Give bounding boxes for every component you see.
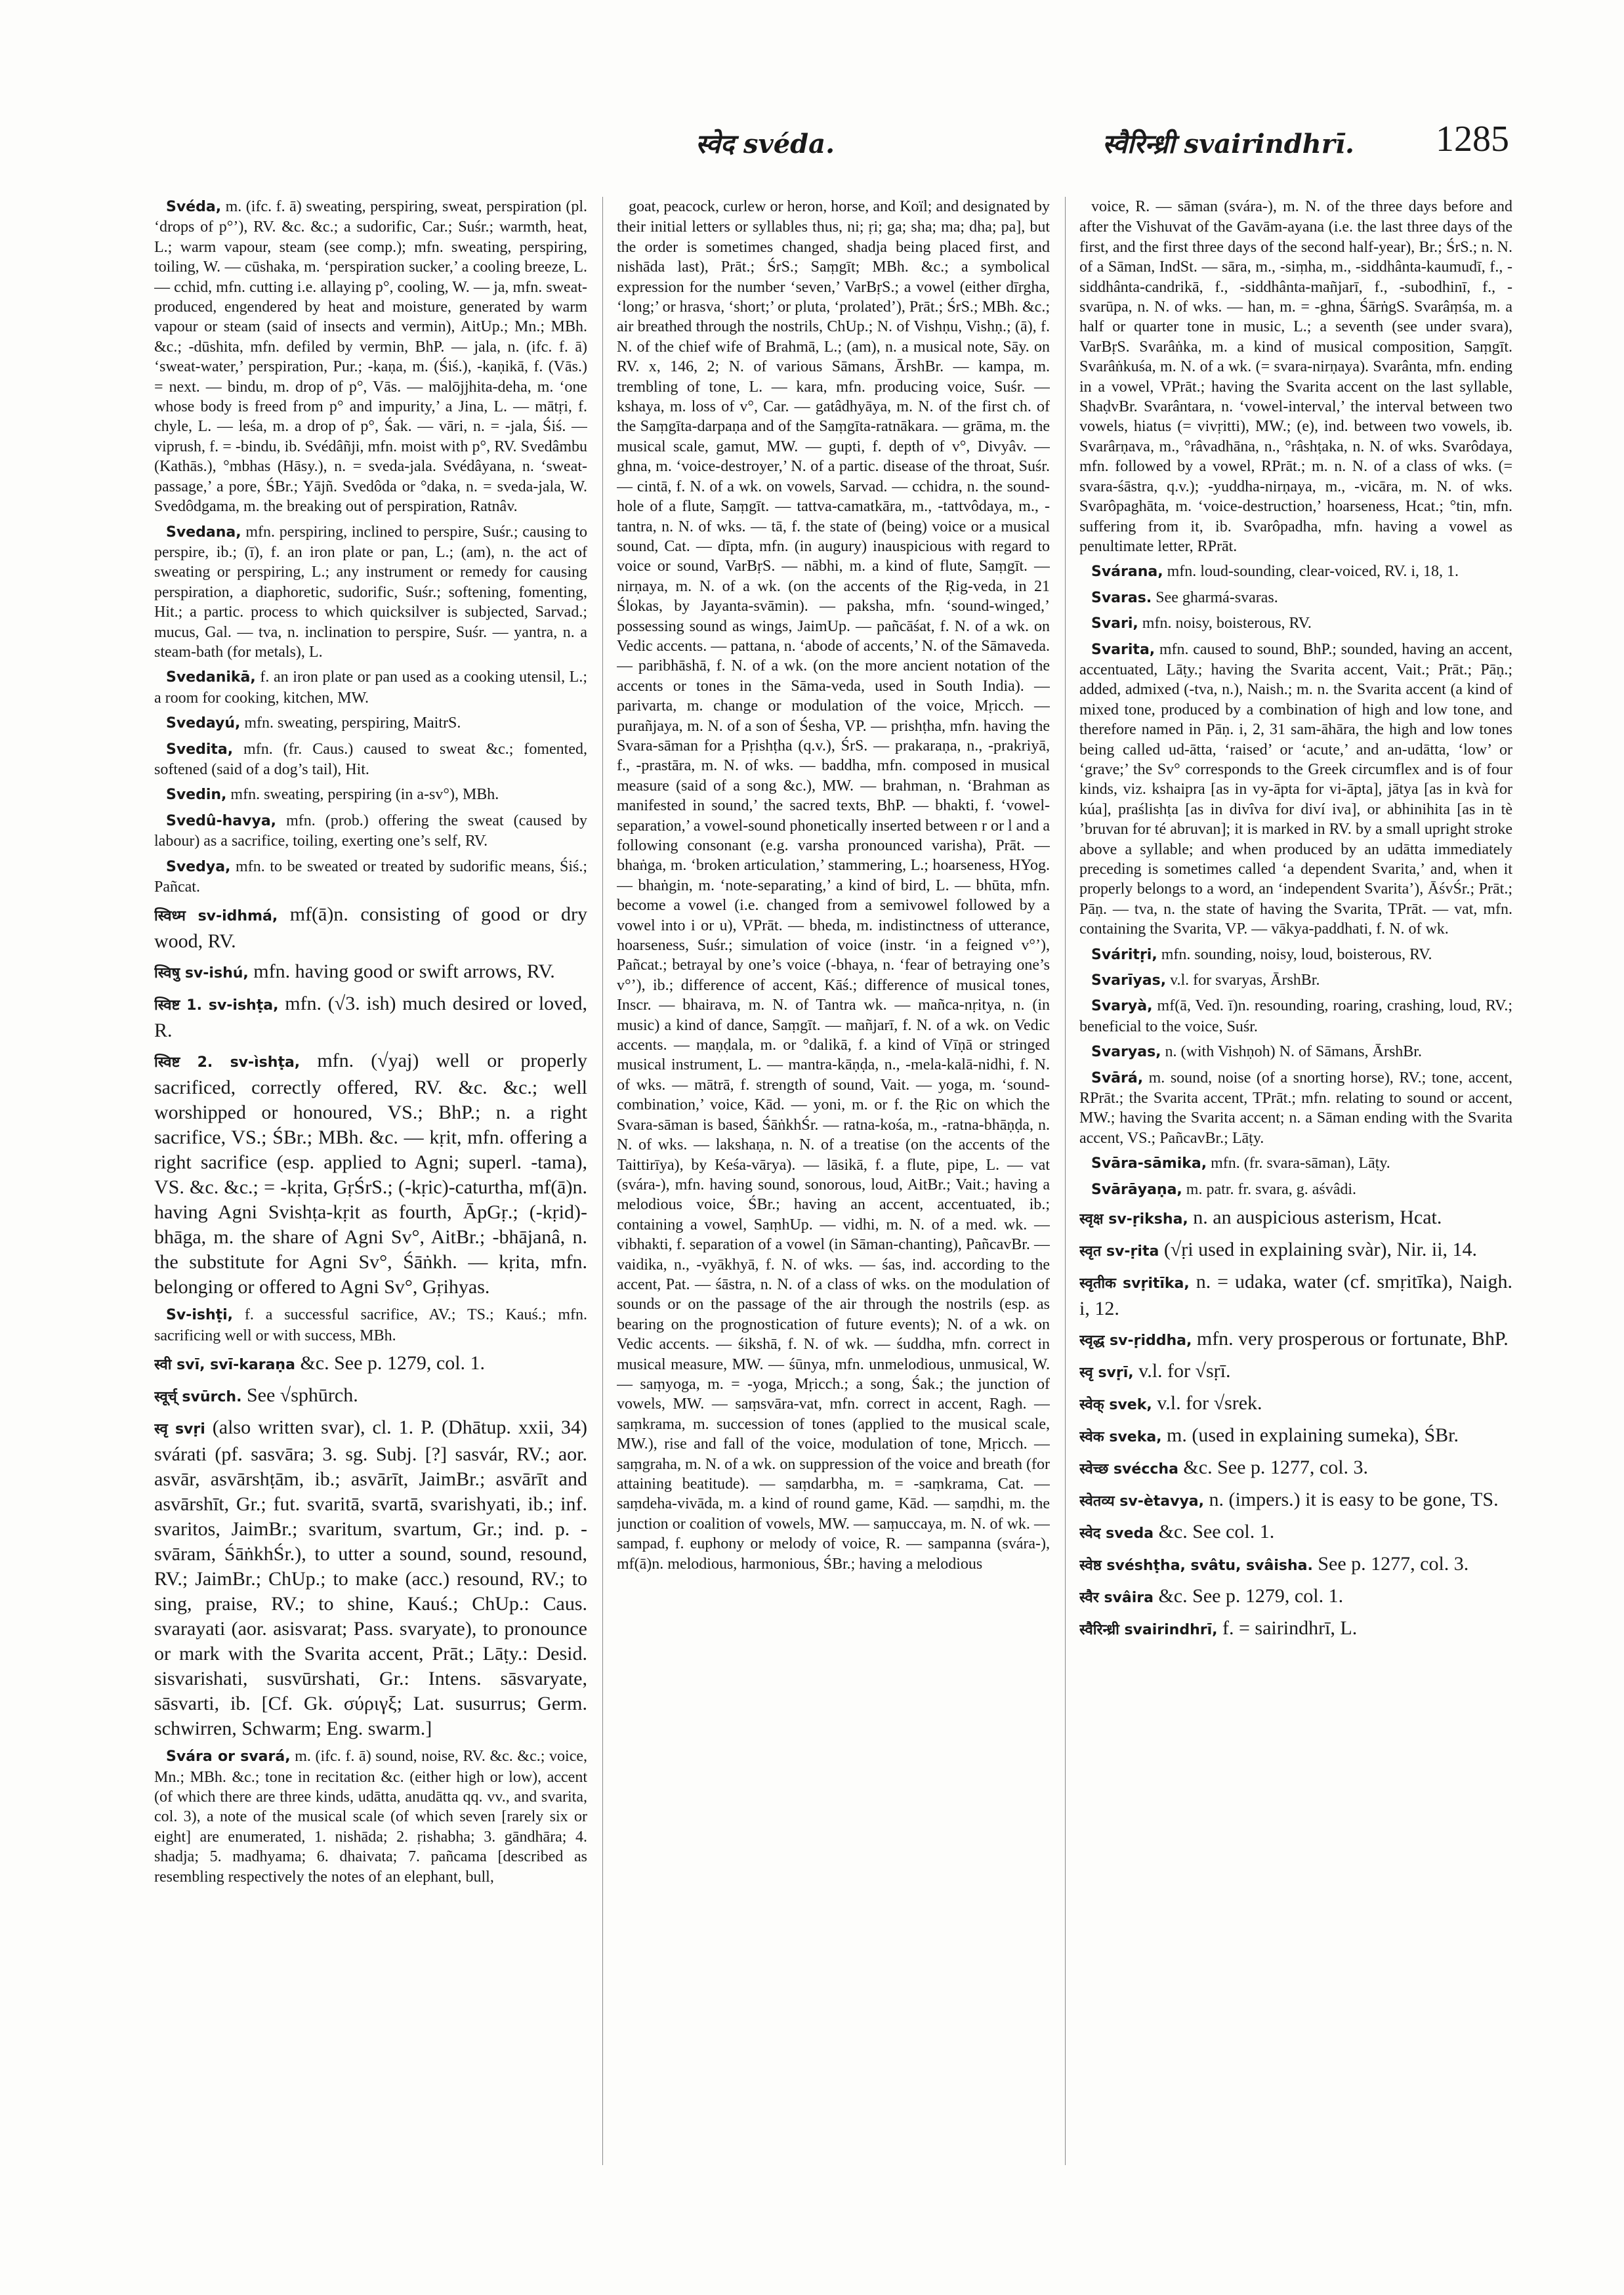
entry-headword: स्वेच्छ svéccha (1079, 1461, 1178, 1478)
entry-definition: mfn. sweating, perspiring, MaitrS. (244, 714, 461, 732)
entry-definition: mf(ā)n. consisting of good or dry wood, RV. (154, 903, 587, 953)
dictionary-entry (1079, 1455, 1512, 1482)
entry-definition: v.l. for √sṛī. (1138, 1360, 1231, 1382)
entry-headword: स्वैरिन्ध्री svairindhrī, (1079, 1622, 1218, 1639)
entry-definition: mf(ā, Ved. ī)n. resounding, roaring, crashing, loud, RV.; beneficial to the voice, Suśr. (1079, 997, 1512, 1035)
entry-headword: स्विध्म sv-idhmá, (154, 908, 278, 925)
dictionary-entry (1079, 1153, 1512, 1174)
entry-definition: m. (ifc. f. ā) sound, noise, RV. &c. &c.; voice, Mn.; MBh. &c.; tone in recitation &c. (either high or low), accent (of which there are three kinds, udātta, anudātta qq. vv., and svarita, col. 3), a note of the musical scale (of which seven [rarely six or eight] are enumerated, 1. nishāda; 2. ṛishabha; 3. gāndhāra; 4. shadja; 5. madhyama; 6. dhaivata; 7. pañcama [described as resembling respectively the notes of an elephant, bull, (154, 1748, 587, 1886)
entry-headword: स्विष्ट 2. sv-ìshṭa, (154, 1054, 301, 1071)
entry-headword: Svára or svará, (166, 1748, 291, 1766)
dictionary-entry (1079, 1205, 1512, 1232)
entry-definition: See gharmá-svaras. (1156, 589, 1278, 606)
dictionary-entry (154, 1351, 587, 1378)
entry-headword: स्विषु sv-ishú, (154, 965, 249, 982)
dictionary-entry (154, 1305, 587, 1346)
column-2 (617, 197, 1050, 2165)
dictionary-entry (154, 959, 587, 986)
entry-headword: Svaryas, (1091, 1044, 1161, 1061)
entry-headword: Svārá, (1091, 1069, 1144, 1086)
dictionary-entry (1079, 1584, 1512, 1611)
entry-definition: mfn. (fr. svara-sāman), Lāṭy. (1211, 1155, 1390, 1172)
entry-headword: Svedita, (166, 741, 234, 758)
entry-headword: Svedya, (166, 858, 231, 875)
dictionary-entry (154, 667, 587, 708)
header-left-guideword: स्वेद svéda. (696, 129, 835, 159)
entry-headword: स्वृ svṛi (154, 1421, 205, 1438)
dictionary-entry (154, 857, 587, 898)
column-3 (1079, 197, 1512, 2165)
entry-definition: m. (used in explaining sumeka), ŚBr. (1167, 1424, 1459, 1447)
entry-headword: स्वृ svṛī, (1079, 1365, 1134, 1382)
page-number: 1285 (1436, 119, 1509, 159)
entry-definition: f. a successful sacrifice, AV.; TS.; Kauś.; mfn. sacrificing well or with success, MBh. (154, 1306, 587, 1344)
entry-headword: Svéda, (166, 199, 222, 215)
dictionary-entry (1079, 197, 1512, 556)
column-divider (602, 197, 603, 2165)
entry-definition: n. (impers.) it is easy to be gone, TS. (1209, 1489, 1499, 1511)
entry-headword: स्वेद sveda (1079, 1525, 1154, 1542)
entry-definition: mfn. perspiring, inclined to perspire, Suśr.; causing to perspire, ib.; (ī), f. an iron plate or pan, L.; (am), n. the act of sweating or perspiring, L.; any instrument or remedy for causing perspiration, a diaphoretic, sudorific, Suśr.; softening, fomenting, Hit.; a partic. process to which quicksilver is subjected, Sarvad.; mucus, Gal. — tva, n. inclination to perspire, Suśr. — yantra, n. a steam-bath (for metals), L. (154, 523, 587, 661)
dictionary-entry (154, 739, 587, 780)
dictionary-entry (154, 785, 587, 805)
entry-definition: m. patr. fr. svara, g. aśvâdi. (1186, 1180, 1357, 1198)
entry-headword: स्वी svī, svī-karaṇa (154, 1357, 295, 1374)
entry-definition: See √sphūrch. (246, 1384, 358, 1407)
entry-headword: स्वृक्ष sv-ṛiksha, (1079, 1211, 1188, 1228)
page-header (157, 112, 1509, 171)
entry-headword: Sv-ishṭi, (166, 1307, 234, 1324)
entry-headword: Svāra-sāmika, (1091, 1155, 1207, 1172)
entry-headword: स्वृद्ध sv-ṛiddha, (1079, 1333, 1192, 1350)
dictionary-entry (154, 522, 587, 663)
text-columns (154, 197, 1512, 2165)
entry-definition: mfn. sounding, noisy, loud, boisterous, RV. (1161, 945, 1432, 963)
entry-headword: स्वेतव्य sv-ètavya, (1079, 1493, 1205, 1510)
entry-definition: goat, peacock, curlew or heron, horse, and Koïl; and designated by their initial letters or syllables thus, ni; ṛi; ga; sha; ma; dha; pa], but the order is sometimes changed, shadja being placed first, and nishāda last), Prāt.; ŚrS.; Saṃgīt; MBh. &c.; a symbolical expression for the number ‘seven,’ VarBṛS.; a vowel (either dīrgha, ‘long;’ or hrasva, ‘short;’ or pluta, ‘prolated’), Prāt.; ŚrS.; MBh. &c.; air breathed through the nostrils, ChUp.; N. of Vishṇu, Vishṇ.; (ā), f. N. of the chief wife of Brahmā, L.; (am), n. a musical note, Sāy. on RV. x, 146, 2; N. of various Sāmans, ĀrshBr. — kampa, m. trembling of tone, L. — kara, mfn. producing voice, Suśr. — kshaya, m. loss of v°, Car. — gatâdhyāya, m. N. of the first ch. of the Saṃgīta-darpaṇa and of the Saṃgīta-ratnākara. — grāma, m. the musical scale, gamut, MW. — gupti, f. depth of v°, Divyâv. — ghna, m. ‘voice-destroyer,’ N. of a partic. disease of the throat, Suśr. — cintā, f. N. of a wk. on vowels, Sarvad. — cchidra, n. the sound-hole of a flute, Saṃgīt. — tattva-camatkāra, m., -tattvôdaya, m., -tantra, n. N. of wks. — tā, f. the state of (being) voice or a musical sound, Cat. — dīpta, mfn. (in augury) inauspicious with regard to voice or sound, VarBṛS. — nābhi, m. a kind of flute, Saṃgīt. — nirṇaya, m. N. of a wk. (on the accents of the Ṛig-veda, in 21 Ślokas, by Jayanta-svāmin). — paksha, mfn. ‘sound-winged,’ possessing sound as wings, JaimUp. — pañcāśat, f. N. of a wk. on Vedic accents. — pattana, n. ‘abode of accents,’ N. of the Sāmaveda. — paribhāshā, f. N. of a wk. (on the more ancient notation of the accents or tones in the Sāma-veda, used in South India). — parivarta, m. change or modulation of the voice, Mṛicch. — purañjaya, m. N. of a son of Śesha, VP. — prishṭha, mfn. having the Svara-sāman for a Pṛishṭha (q.v.), ŚrS. — prakaraṇa, n., -prakriyā, f., -prastāra, m. N. of wks. — baddha, mfn. composed in musical measure (said of a song &c.), MW. — brahman, n. ‘Brahman as manifested in sound,’ the sacred texts, BhP. — bhakti, f. ‘vowel-separation,’ a vowel-sound phonetically inserted between r or l and a following consonant (e.g. varsha pronounced varisha), Prāt. — bhaṅga, m. ‘broken articulation,’ stammering, L.; hoarseness, HYog. — bhaṅgin, m. ‘note-separating,’ a kind of bird, L. — bhūta, mfn. become a vowel (i.e. changed from a semivowel followed by a vowel into i or u), VPrāt. — bheda, m. indistinctness of utterance, hoarseness, Suśr.; simulation of voice (instr. ‘in a feigned v°’), Pañcat.; betrayal by one’s voice (-bhaya, n. ‘fear of betraying one’s v°’), ib.; difference of accent, Kāś.; difference of musical tones, Inscr. — bhairava, m. N. of Tantra wk. — mañca-nṛitya, n. (in music) a kind of dance, Saṃgīt. — mañjarī, f. N. of a wk. on Vedic accents. — maṇḍala, m. or °dalikā, f. a kind of Vīṇā or stringed musical instrument, L. — mantra-kāṇḍa, n., -mela-kalā-nidhi, f. N. of wks. — mātrā, f. strength of sound, Vait. — yoga, m. ‘sound-combination,’ voice, Kād. — yoni, m. or f. the Ṛic on which the Svara-sāman is based, ŚāṅkhŚr. — ratna-kośa, m., -ratna-bhāṇḍa, n. N. of wks. — lakshaṇa, n. N. of a treatise (on the accents of the Taittirīya), by Keśa-vārya). — lāsikā, f. a flute, pipe, L. — vat (svára-), mfn. having sound, sonorous, loud, AitBr.; Vait.; having a melodious voice, ŚBr.; having an accent, accentuated, ib.; containing a vowel, SaṃhUp. — vidhi, m. N. of a med. wk. — vibhakti, f. separation of a vowel (in Sāman-chanting), PañcavBr. — vaidika, n., -vyākhyā, f. N. of wks. — śas, ind. according to the accent, Pat. — śāstra, n. N. of a class of wks. on the modulation of sounds or on the passage of the air through the nostrils (esp. as bearing on the prognostication of future events); N. of a wk. on Vedic accents. — śikshā, f. N. of wk. — śuddha, mfn. correct in musical measure, MW. — śūnya, mfn. unmelodious, unmusical, W. — saṃyoga, m. = -yoga, Mṛicch.; a song, Śak.; the junction of vowels, MW. — saṃsvāra-vat, mfn. correct in accent, Ragh. — saṃkrama, m. succession of tones (applied to the musical scale, MW.), rise and fall of the voice, modulation of tone, Mṛicch. — saṃgraha, m. N. of a wk. on suppression of the voice and breath (for attaining beatitude). — saṃdarbha, m. = -saṃkrama, Cat. — saṃdeha-vivāda, m. a kind of round game, Kād. — saṃdhi, m. the junction or coalition of vowels, MW. — saṃuccaya, m. N. of wk. — sampad, f. euphony or melody of voice, R. — sampanna (svára-), mf(ā)n. melodious, harmonious, ŚBr.; having a melodious (617, 198, 1050, 1573)
dictionary-entry (154, 1383, 587, 1410)
dictionary-entry (1079, 588, 1512, 608)
entry-definition: mfn. very prosperous or fortunate, BhP. (1196, 1328, 1509, 1350)
column-1 (154, 197, 587, 2165)
entry-definition: &c. See p. 1277, col. 3. (1183, 1457, 1369, 1479)
dictionary-entry (154, 1747, 587, 1887)
dictionary-entry (154, 811, 587, 852)
dictionary-entry (1079, 1327, 1512, 1354)
dictionary-entry (1079, 1042, 1512, 1062)
dictionary-entry (1079, 613, 1512, 634)
entry-definition: v.l. for √srek. (1157, 1392, 1262, 1415)
entry-definition: mfn. (prob.) offering the sweat (caused by labour) as a sacrifice, toiling, exerting one’s self, RV. (154, 812, 587, 850)
entry-headword: Svedayú, (166, 715, 241, 732)
dictionary-entry (1079, 1180, 1512, 1200)
entry-headword: Svedanikā, (166, 669, 256, 686)
entry-headword: स्वेक् svek, (1079, 1397, 1152, 1414)
entry-definition: mfn. noisy, boisterous, RV. (1142, 615, 1312, 632)
column-divider (1065, 197, 1066, 2165)
dictionary-entry (154, 1415, 587, 1741)
entry-definition: (also written svar), cl. 1. P. (Dhātup. xxii, 34) svárati (pf. sasvāra; 3. sg. Subj. [?] sasvár, RV.; aor. asvār, asvārshṭām, ib.; asvārīt, JaimBr.; asvārīt and asvārshīt, Gr.; fut. svaritā, svartā, svarishyati, ib.; inf. svaritos, JaimBr.; svaritum, svartum, Gr.; ind. p. -svāram, ŚāṅkhŚr.), to utter a sound, sound, resound, RV.; JaimBr.; ChUp.; to make (acc.) resound, RV.; to sing, praise, RV.; to shine, Kauś.; ChUp.: Caus. svarayati (aor. asisvarat; Pass. svaryate), to pronounce or mark with the Svarita accent, Prāt.; Lāṭy.: Desid. sisvarishati, susvūrshati, Gr.: Intens. sāsvaryate, sāsvarti, ib. [Cf. Gk. σύριγξ; Lat. susurrus; Germ. schwirren, Schwarm; Eng. swarm.] (154, 1416, 587, 1740)
entry-headword: Svaryà, (1091, 998, 1153, 1015)
entry-definition: mfn. sweating, perspiring (in a-sv°), MBh. (230, 786, 499, 804)
entry-definition: &c. See col. 1. (1158, 1521, 1275, 1543)
entry-definition: f. an iron plate or pan used as a cooking utensil, L.; a room for cooking, kitchen, MW. (154, 669, 587, 707)
entry-headword: स्वूर्च् svūrch. (154, 1389, 242, 1406)
entry-definition: mfn. (fr. Caus.) caused to sweat &c.; fomented, softened (said of a dog’s tail), Hit. (154, 740, 587, 778)
entry-headword: स्वृत sv-ṛita (1079, 1243, 1159, 1260)
entry-definition: f. = sairindhrī, L. (1222, 1617, 1358, 1640)
entry-headword: Sváritṛi, (1091, 946, 1157, 963)
dictionary-entry (154, 1048, 587, 1300)
dictionary-entry (1079, 1423, 1512, 1450)
dictionary-entry (154, 991, 587, 1043)
entry-headword: स्वेष्ठ svéshṭha, svâtu, svâisha. (1079, 1558, 1313, 1575)
entry-definition: n. = udaka, water (cf. smṛitīka), Naigh. i, 12. (1079, 1271, 1512, 1320)
dictionary-entry (1079, 1487, 1512, 1514)
dictionary-entry (617, 197, 1050, 1574)
entry-definition: &c. See p. 1279, col. 1. (1158, 1585, 1344, 1607)
entry-definition: &c. See p. 1279, col. 1. (300, 1352, 486, 1375)
entry-definition: n. an auspicious asterism, Hcat. (1193, 1207, 1442, 1229)
entry-definition: m. sound, noise (of a snorting horse), RV.; tone, accent, RPrāt.; the Svarita accent, TPrāt.; mfn. relating to sound or accent, MW.; having the Svarita accent; n. a Sāman ending with the Svarita accent, VS.; PañcavBr.; Lāṭy. (1079, 1069, 1512, 1147)
entry-definition: v.l. for svaryas, ĀrshBr. (1170, 972, 1320, 989)
entry-headword: स्वृतीक svṛitīka, (1079, 1275, 1190, 1292)
dictionary-entry (1079, 970, 1512, 991)
entry-definition: m. (ifc. f. ā) sweating, perspiring, sweat, perspiration (pl. ‘drops of p°’), RV. &c. &c.; a sudorific, Car.; Suśr.; warmth, heat, L.; warm vapour, steam (see comp.); mfn. sweating, perspiring, toiling, W. — cūshaka, m. ‘perspiration sucker,’ a cooling breeze, L. — cchid, mfn. cutting i.e. allaying p°, cooling, W. — ja, mfn. sweat-produced, engendered by heat and moisture, generated by warm vapour or steam (said of insects and vermin), AitUp.; Mn.; MBh. &c.; -dūshita, mfn. defiled by vermin, BhP. — jala, n. (ifc. f. ā) ‘sweat-water,’ perspiration, Pur.; -kaṇa, m. (Śiś.), -kaṇikā, f. (Vās.) = next. — bindu, m. drop of p°, Vās. — malōjjhita-deha, m. ‘one whose body is freed from p° and impurity,’ a Jina, L. — mātṛi, f. chyle, L. — leśa, m. a drop of p°, Śak. — vāri, n. = -jala, Śiś. — viprush, f. = -bindu, ib. Svédâñji, mfn. moist with p°, RV. Svedâmbu (Kathās.), °mbhas (Hāsy.), n. = sveda-jala. Svédâyana, n. ‘sweat-passage,’ a pore, ŚBr.; Yājñ. Svedôda or °daka, n. = sveda-jala, W. Svedôdgama, m. the breaking out of perspiration, Ratnâv. (154, 198, 587, 516)
dictionary-entry (1079, 1237, 1512, 1264)
entry-definition: See p. 1277, col. 3. (1318, 1553, 1469, 1575)
entry-headword: स्विष्ट 1. sv-ishṭa, (154, 997, 279, 1014)
entry-definition: mfn. loud-sounding, clear-voiced, RV. i, 18, 1. (1167, 563, 1459, 581)
entry-definition: mfn. having good or swift arrows, RV. (253, 961, 555, 983)
entry-headword: Svedin, (166, 787, 227, 804)
dictionary-entry (154, 197, 587, 517)
entry-headword: Svarīyas, (1091, 972, 1167, 989)
entry-headword: Svaras. (1091, 589, 1152, 606)
entry-headword: Svari, (1091, 615, 1138, 632)
dictionary-entry (1079, 1359, 1512, 1386)
dictionary-entry (154, 713, 587, 734)
entry-definition: mfn. (√3. ish) much desired or loved, R. (154, 993, 587, 1042)
dictionary-entry (1079, 562, 1512, 582)
entry-headword: स्वैर svâira (1079, 1590, 1154, 1607)
dictionary-entry (1079, 1391, 1512, 1418)
dictionary-entry (1079, 996, 1512, 1037)
entry-definition: mfn. (√yaj) well or properly sacrificed, correctly offered, RV. &c. &c.; well worshipped or honoured, VS.; BhP.; n. a right sacrifice, VS.; ŚBr.; MBh. &c. — kṛit, mfn. offering a right sacrifice (esp. applied to Agni; superl. -tama), VS. &c. &c.; = -kṛita, GṛŚrS.; (-kṛic)-caturtha, mf(ā)n. having Agni Svishṭa-kṛit as fourth, ĀpGṛ.; (-kṛid)-bhāga, m. the share of Agni Sv°, AitBr.; -bhājanâ, n. the substitute for Agni Sv°, Śāṅkh. — kṛita, mfn. belonging or offered to Agni Sv°, Gṛihyas. (154, 1050, 587, 1298)
dictionary-entry (154, 902, 587, 954)
entry-headword: Svedû-havya, (166, 812, 277, 829)
entry-headword: Svarita, (1091, 641, 1156, 658)
entry-definition: voice, R. — sāman (svára-), m. N. of the three days before and after the Vishuvat of the Gavām-ayana (i.e. the last three days of the first, and the first three days of the second half-year), Br.; ŚrS.; n. N. of a Sāman, IndSt. — sāra, m., -siṃha, m., -siddhânta-kaumudī, f., -siddhânta-candrikā, f., -siddhânta-mañjarī, f., -subodhinī, f., -svarūpa, n. N. of wks. — han, m. = -ghna, ŚārṅgS. Svarâṃśa, m. a half or quarter tone in music, L.; a seventh (see under svara), VarBṛS. Svarâṅka, m. a kind of musical composition, Saṃgīt. Svarâṅkuśa, m. N. of a wk. (= svara-nirṇaya). Svarânta, mfn. ending in a vowel, VPrāt.; having the Svarita accent on the last syllable, ShaḍvBr. Svarântara, n. ‘vowel-interval,’ the interval between two vowels, hiatus (= vivṛitti), MW.; (e), ind. between two vowels, ib. Svarârṇava, m., °râvadhāna, n., °râshṭaka, n. N. of wks. Svarôdaya, mfn. followed by a vowel, RPrāt.; m. n. N. of a class of wks. (= svara-śāstra, q.v.); -yuddha-nirṇaya, m., -vicāra, m. N. of wks. Svarôpaghāta, m. ‘voice-destruction,’ hoarseness, Hcat.; °tin, mfn. suffering from it, ib. Svarôpadha, mfn. having a vowel as penultimate letter, RPrāt. (1079, 198, 1512, 555)
dictionary-entry (1079, 1552, 1512, 1579)
dictionary-entry (1079, 1520, 1512, 1546)
dictionary-entry (1079, 1616, 1512, 1643)
dictionary-entry (1079, 640, 1512, 940)
entry-headword: स्वेक sveka, (1079, 1429, 1162, 1446)
dictionary-entry (1079, 1068, 1512, 1149)
entry-headword: Svárana, (1091, 564, 1163, 581)
entry-headword: Svedana, (166, 524, 241, 541)
entry-definition: (√ṛi used in explaining svàr), Nir. ii, 14. (1163, 1239, 1478, 1261)
entry-definition: n. (with Vishṇoh) N. of Sāmans, ĀrshBr. (1165, 1043, 1422, 1061)
entry-headword: Svārāyaṇa, (1091, 1181, 1182, 1198)
entry-definition: mfn. caused to sound, BhP.; sounded, having an accent, accentuated, Lāṭy.; having the Svarita accent, Vait.; Prāt.; Pāṇ.; added, admixed (-tva, n.), Naish.; m. n. the Svarita accent (a kind of mixed tone, produced by a combination of high and low tone, and therefore named in Pāṇ. i, 2, 31 sam-āhāra, the high and low tones being called ud-ātta, ‘raised’ or ‘acute,’ and an-udātta, ‘low’ or ‘grave;’ the Sv° corresponds to the Greek circumflex and is of four kinds, viz. kshaipra [as in vy-āpta for vi-āpta], jātya [as in kvà for kúa], praślishṭa [as in divîva for diví iva], or abhinihita [as in tè ’bruvan for té abruvan]; it is marked in RV. by a small upright stroke above a syllable; and when produced by an udātta immediately preceding is sometimes called ‘a dependent Svarita,’ and, when it properly belongs to a word, an ‘independent Svarita’), ĀśvŚr.; Prāt.; Pāṇ. — tva, n. the state of having the Svarita, TPrāt. — vat, mfn. containing the Svarita, VP. — vākya-paddhati, f. N. of wk. (1079, 640, 1512, 938)
dictionary-entry (1079, 945, 1512, 965)
entry-definition: mfn. to be sweated or treated by sudorific means, Śiś.; Pañcat. (154, 858, 587, 896)
header-right-guideword: स्वैरिन्ध्री svairindhrī. (1102, 129, 1354, 159)
dictionary-entry (1079, 1270, 1512, 1321)
